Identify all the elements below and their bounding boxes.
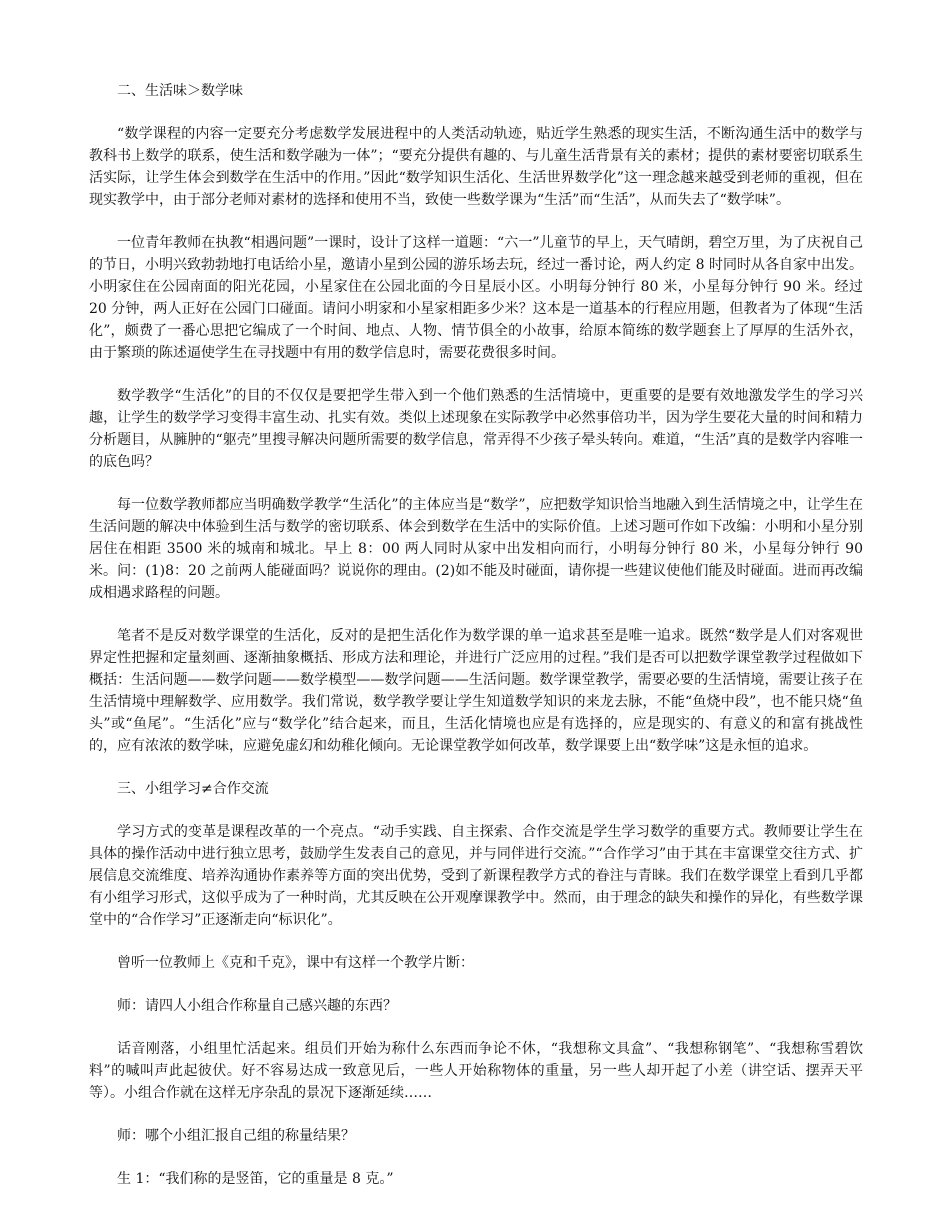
dialogue-line: 师：请四人小组合作称量自己感兴趣的东西？ [117, 998, 397, 1014]
paragraph: 曾听一位教师上《克和千克》，课中有这样一个教学片断： [117, 955, 474, 971]
paragraph: 每一位数学教师都应当明确数学教学“生活化”的主体应当是“数学”，应把数学知识恰当地融入到生活情境之中，让学生在生活问题的解决中体验到生活与数学的密切联系、体会到数学在生活中的实际价值。上述习题可作如下改编：小明和小星分别居住在相距 3500 米的城南和城北。早上 8：00 两人同时从家中出发相向而行，小明每分钟行 80 米，小星每分钟行 90 米。问：(1)8：20 之前两人能碰面吗？说说你的理由。(2)如不能及时碰面，请你提一些建议使他们能及时碰面。进而再改编成相遇求路程的问题。 [89, 497, 863, 601]
paragraph: “数学课程的内容一定要充分考虑数学发展进程中的人类活动轨迹，贴近学生熟悉的现实生活，不断沟通生活中的数学与教科书上数学的联系，使生活和数学融为一体”；“要充分提供有趣的、与儿童生活背景有关的素材；提供的素材要密切联系生活实际，让学生体会到数学在生活中的作用。”因此“数学知识生活化、生活世界数学化”这一理念越来越受到老师的重视，但在现实教学中，由于部分老师对素材的选择和使用不当，致使一些数学课为“生活”而“生活”，从而失去了“数学味”。 [89, 126, 863, 208]
dialogue-line: 师：哪个小组汇报自己组的称量结果？ [117, 1128, 355, 1144]
paragraph: 话音刚落，小组里忙活起来。组员们开始为称什么东西而争论不休，“我想称文具盒”、“我想称钢笔”、“我想称雪碧饮料”的喊叫声此起彼伏。好不容易达成一致意见后，一些人开始称物体的重量，另一些人却开起了小差（讲空话、摆弄天平等）。小组合作就在这样无序杂乱的景况下逐渐延续…… [89, 1041, 863, 1101]
paragraph: 数学教学“生活化”的目的不仅仅是要把学生带入到一个他们熟悉的生活情境中，更重要的是要有效地激发学生的学习兴趣，让学生的数学学习变得丰富生动、扎实有效。类似上述现象在实际教学中必然事倍功半，因为学生要花大量的时间和精力分析题目，从臃肿的“躯壳”里搜寻解决问题所需要的数学信息，常弄得不少孩子晕头转向。难道，“生活”真的是数学内容唯一的底色吗？ [89, 388, 863, 470]
dialogue-line: 生 1：“我们称的是竖笛，它的重量是 8 克。” [117, 1171, 394, 1187]
section-heading-two: 二、生活味＞数学味 [117, 83, 243, 99]
document-page [89, 80, 863, 1211]
section-heading-three: 三、小组学习≠合作交流 [117, 781, 269, 797]
paragraph: 笔者不是反对数学课堂的生活化，反对的是把生活化作为数学课的单一追求甚至是唯一追求。既然“数学是人们对客观世界定性把握和定量刻画、逐渐抽象概括、形成方法和理论，并进行广泛应用的过程。”我们是否可以把数学课堂教学过程做如下概括：生活问题——数学问题——数学模型——数学问题——生活问题。数学课堂教学，需要必要的生活情境，需要让孩子在生活情境中理解数学、应用数学。我们常说，数学教学要让学生知道数学知识的来龙去脉，不能“鱼烧中段”，也不能只烧“鱼头”或“鱼尾”。“生活化”应与“数学化”结合起来，而且，生活化情境也应是有选择的，应是现实的、有意义的和富有挑战性的，应有浓浓的数学味，应避免虚幻和幼稚化倾向。无论课堂教学如何改革，数学课要上出“数学味”这是永恒的追求。 [89, 628, 863, 754]
paragraph: 学习方式的变革是课程改革的一个亮点。“动手实践、自主探索、合作交流是学生学习数学的重要方式。教师要让学生在具体的操作活动中进行独立思考，鼓励学生发表自己的意见，并与同伴进行交流。”“合作学习”由于其在丰富课堂交往方式、扩展信息交流维度、培养沟通协作素养等方面的突出优势，受到了新课程教学方式的眷注与青睐。我们在数学课堂上看到几乎都有小组学习形式，这似乎成为了一种时尚，尤其反映在公开观摩课教学中。然而，由于理念的缺失和操作的异化，有些数学课堂中的“合作学习”正逐渐走向“标识化”。 [89, 824, 863, 928]
paragraph: 一位青年教师在执教“相遇问题”一课时，设计了这样一道题：“六一”儿童节的早上，天气晴朗，碧空万里，为了庆祝自己的节日，小明兴致勃勃地打电话给小星，邀请小星到公园的游乐场去玩，经过一番讨论，两人约定 8 时同时从各自家中出发。小明家住在公园南面的阳光花园，小星家住在公园北面的今日星辰小区。小明每分钟行 80 米，小星每分钟行 90 米。经过 20 分钟，两人正好在公园门口碰面。请问小明家和小星家相距多少米？这本是一道基本的行程应用题，但教者为了体现“生活化”，颇费了一番心思把它编成了一个时间、地点、人物、情节俱全的小故事，给原本简练的数学题套上了厚厚的生活外衣，由于繁琐的陈述逼使学生在寻找题中有用的数学信息时，需要花费很多时间。 [89, 235, 863, 361]
